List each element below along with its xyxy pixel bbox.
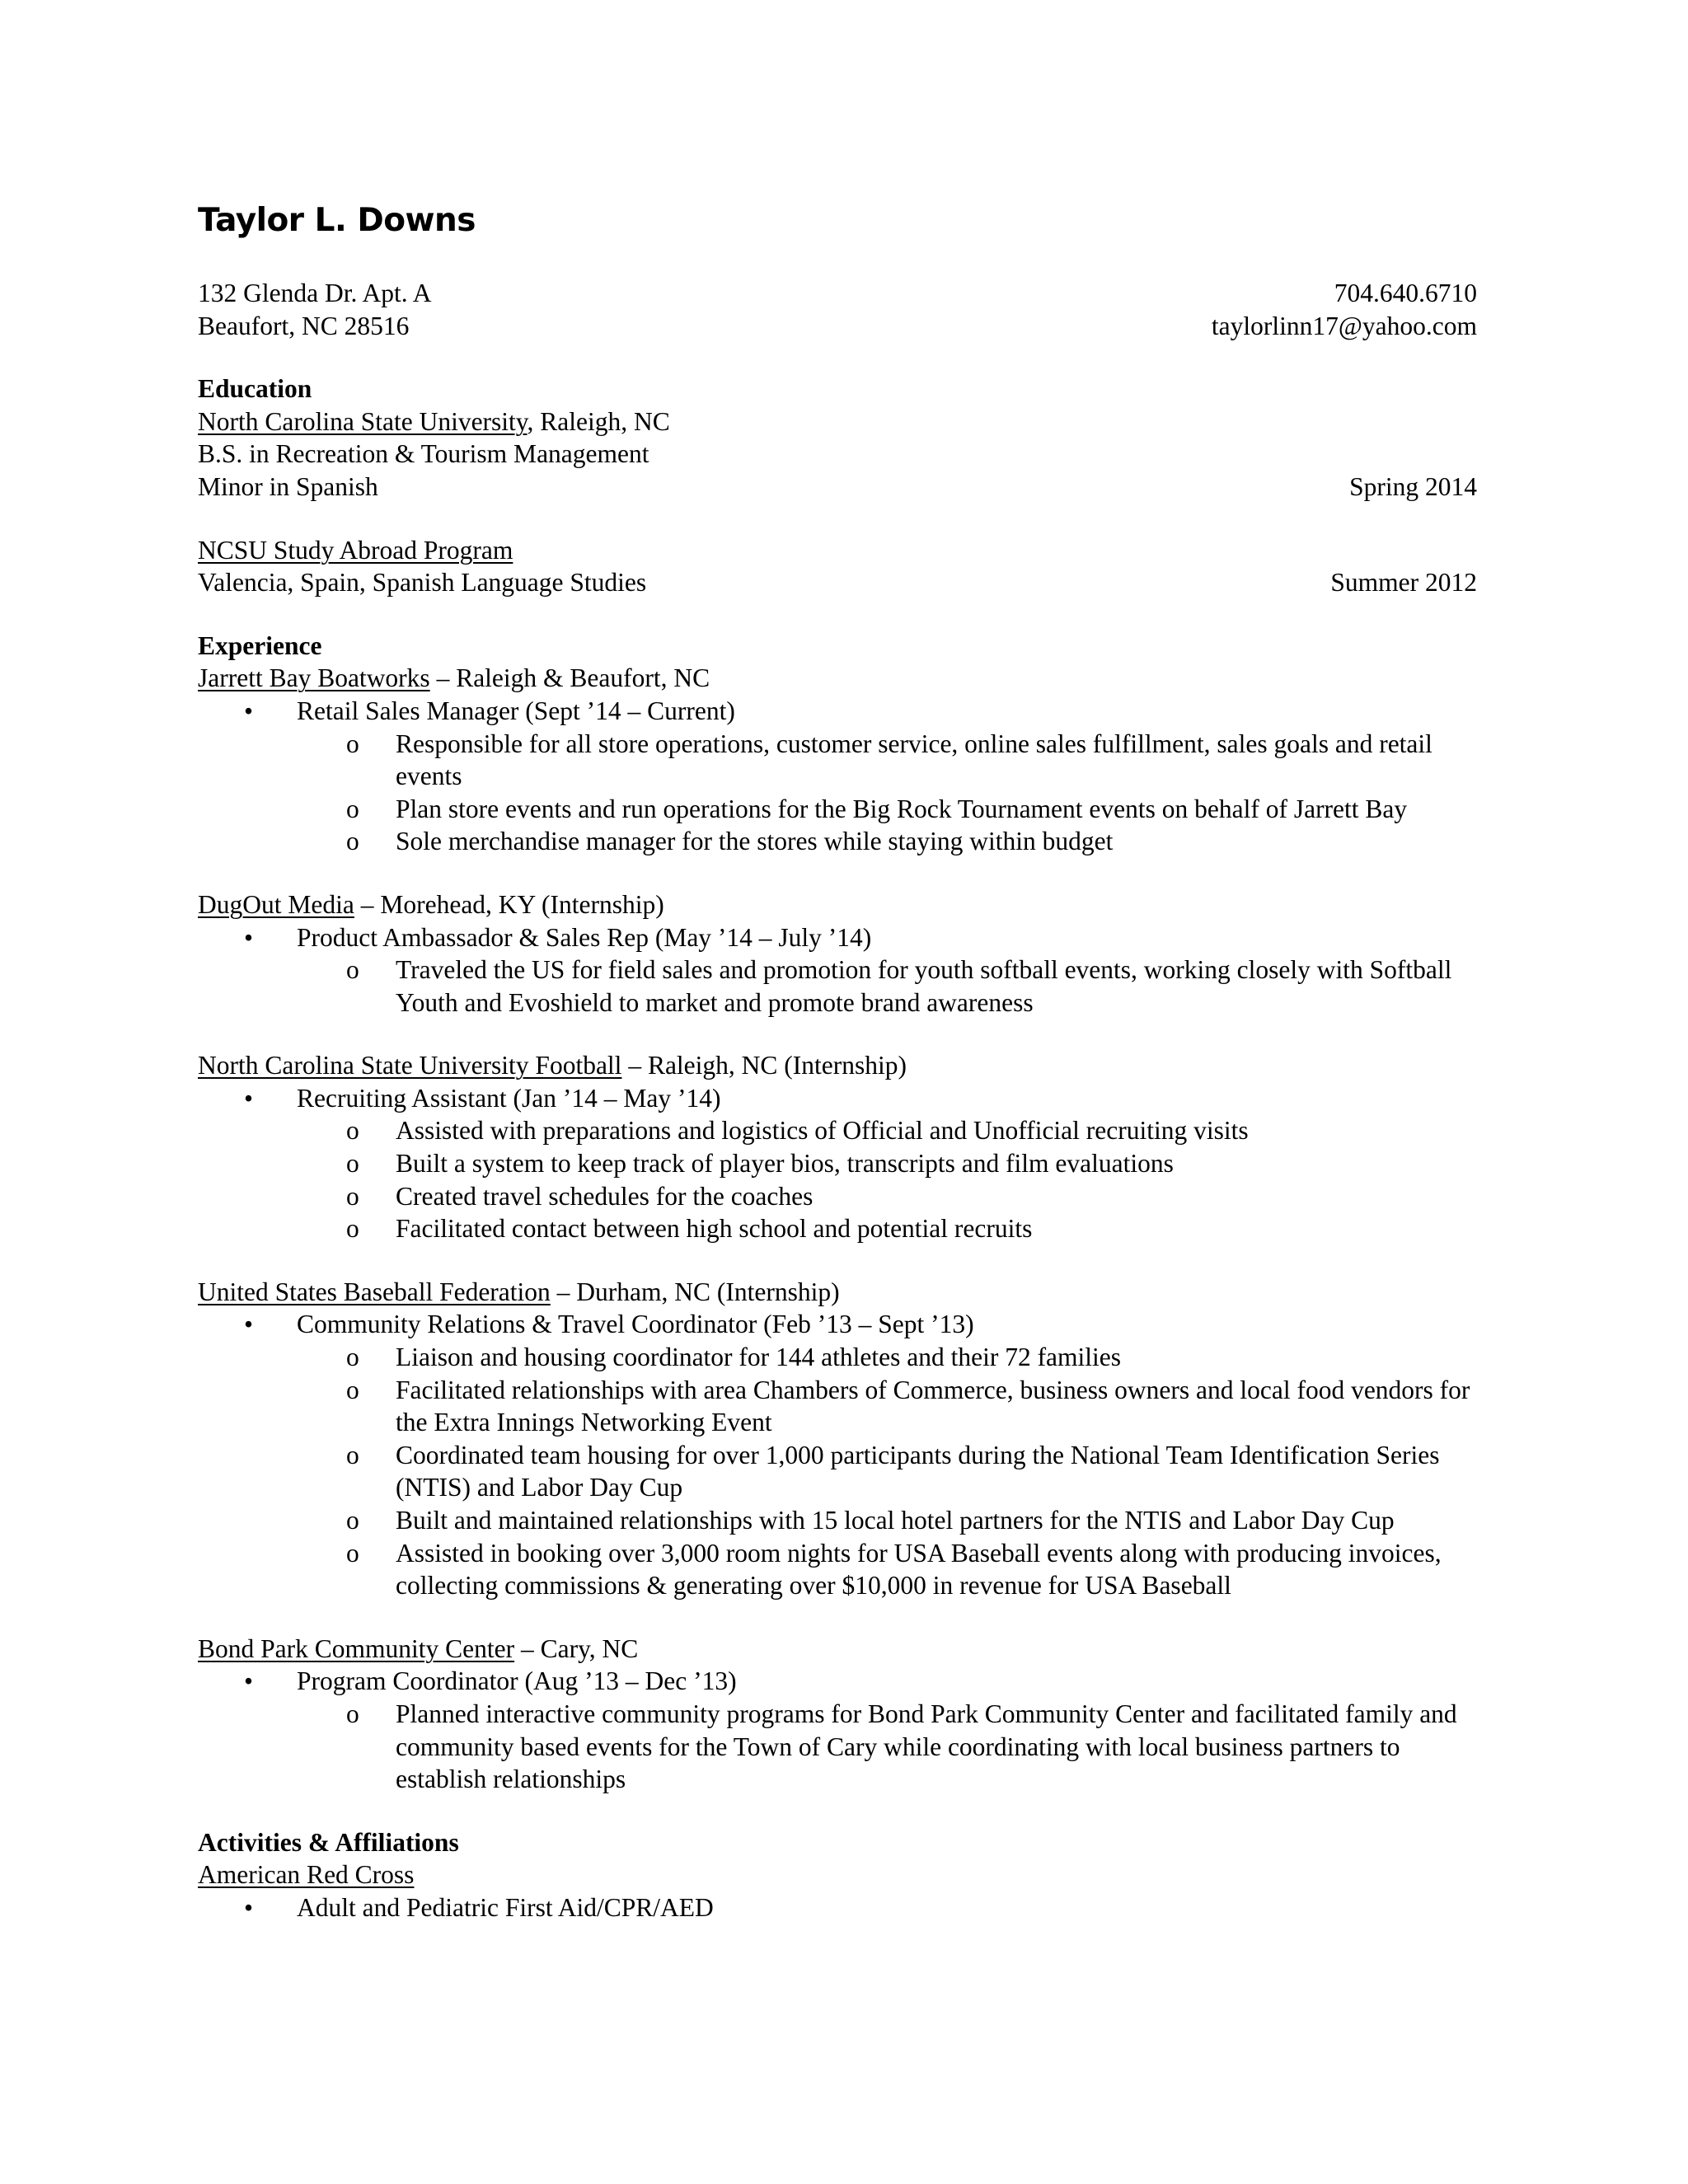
- job-detail: [198, 1341, 1477, 1374]
- phone-number: 704.640.6710: [1334, 279, 1477, 307]
- education-heading: Education: [198, 374, 312, 404]
- job-detail-text: Built a system to keep track of player bios, transcripts and film evaluations: [396, 1149, 1174, 1179]
- study-abroad-detail-row: [198, 566, 1477, 599]
- job-location: – Raleigh & Beaufort, NC: [429, 663, 710, 693]
- job-location: – Durham, NC (Internship): [550, 1277, 840, 1306]
- bullet-icon: •: [244, 1892, 254, 1922]
- experience-heading: Experience: [198, 630, 322, 660]
- job-header: [198, 1276, 1477, 1309]
- job-organization: United States Baseball Federation: [198, 1277, 551, 1306]
- job-detail: [198, 1504, 1477, 1537]
- job-header: [198, 1049, 1477, 1082]
- job-detail: [198, 825, 1477, 858]
- job-role-text: Community Relations & Travel Coordinator (Feb ’13 – Sept ’13): [297, 1310, 974, 1339]
- sub-bullet-icon: o: [346, 1440, 359, 1469]
- job-detail: [198, 728, 1477, 793]
- job-detail-text: Assisted in booking over 3,000 room nights for USA Baseball events along with producing invoices, collecting commissions & generating over $10,000 in revenue for USA Baseball: [396, 1538, 1442, 1601]
- job-role: [198, 1665, 1477, 1698]
- sub-bullet-icon: o: [346, 729, 359, 758]
- job-role: [198, 1082, 1477, 1115]
- sub-bullet-icon: o: [346, 1699, 359, 1728]
- job-entry: [198, 1276, 1477, 1602]
- job-detail: [198, 1180, 1477, 1213]
- sub-bullet-icon: o: [346, 1214, 359, 1244]
- activities-org-row: [198, 1858, 1477, 1891]
- job-header: [198, 1633, 1477, 1666]
- job-detail: [198, 1698, 1477, 1796]
- resume-body: [198, 277, 1477, 1924]
- job-detail: [198, 1147, 1477, 1180]
- sub-bullet-icon: o: [346, 1343, 359, 1372]
- job-organization: Bond Park Community Center: [198, 1633, 515, 1663]
- job-organization: Jarrett Bay Boatworks: [198, 663, 430, 693]
- job-location: – Cary, NC: [514, 1633, 639, 1663]
- education-degree: B.S. in Recreation & Tourism Management: [198, 439, 649, 469]
- job-role-text: Retail Sales Manager (Sept ’14 – Current): [297, 696, 735, 725]
- bullet-icon: •: [244, 1310, 254, 1339]
- sub-bullet-icon: o: [346, 827, 359, 856]
- job-entry: [198, 1633, 1477, 1796]
- job-location: – Raleigh, NC (Internship): [621, 1051, 907, 1080]
- activities-item: [198, 1891, 1477, 1924]
- activities-organization: American Red Cross: [198, 1860, 415, 1890]
- sub-bullet-icon: o: [346, 1375, 359, 1404]
- job-detail: [198, 954, 1477, 1019]
- graduation-date: Spring 2014: [1349, 471, 1477, 501]
- job-detail: [198, 1537, 1477, 1602]
- job-entry: [198, 888, 1477, 1019]
- bullet-icon: •: [244, 1666, 254, 1696]
- school-name: North Carolina State University: [198, 406, 528, 436]
- job-detail-text: Created travel schedules for the coaches: [396, 1181, 814, 1211]
- activities-item-text: Adult and Pediatric First Aid/CPR/AED: [297, 1892, 714, 1922]
- study-abroad-program: NCSU Study Abroad Program: [198, 535, 513, 565]
- sub-bullet-icon: o: [346, 1506, 359, 1535]
- job-detail: [198, 1374, 1477, 1439]
- job-detail-text: Sole merchandise manager for the stores while staying within budget: [396, 827, 1114, 856]
- job-detail-text: Planned interactive community programs for Bond Park Community Center and facilitated family and community based events for the Town of Cary while coordinating with local business partners to establish relationships: [396, 1699, 1457, 1794]
- bullet-icon: •: [244, 1083, 254, 1113]
- job-header: [198, 888, 1477, 921]
- job-role: [198, 921, 1477, 954]
- education-school-row: [198, 405, 1477, 438]
- job-detail-text: Facilitated contact between high school and potential recruits: [396, 1214, 1033, 1244]
- job-organization: DugOut Media: [198, 889, 354, 919]
- job-role: [198, 695, 1477, 728]
- job-detail-text: Liaison and housing coordinator for 144 athletes and their 72 families: [396, 1343, 1122, 1372]
- job-detail: [198, 1114, 1477, 1147]
- address-line-1: 132 Glenda Dr. Apt. A: [198, 279, 432, 307]
- job-entry: [198, 662, 1477, 858]
- job-header: [198, 662, 1477, 695]
- education-minor-row: [198, 471, 1477, 504]
- sub-bullet-icon: o: [346, 794, 359, 823]
- job-detail: [198, 1212, 1477, 1245]
- job-location: – Morehead, KY (Internship): [354, 889, 664, 919]
- job-role-text: Program Coordinator (Aug ’13 – Dec ’13): [297, 1666, 737, 1696]
- resume-name: Taylor L. Downs: [198, 202, 476, 239]
- job-detail-text: Facilitated relationships with area Chambers of Commerce, business owners and local food vendors for the Extra Innings Networking Event: [396, 1375, 1470, 1437]
- sub-bullet-icon: o: [346, 1538, 359, 1568]
- job-role-text: Recruiting Assistant (Jan ’14 – May ’14): [297, 1083, 721, 1113]
- bullet-icon: •: [244, 696, 254, 725]
- job-detail-text: Plan store events and run operations for the Big Rock Tournament events on behalf of Jarrett Bay: [396, 794, 1408, 823]
- job-detail: [198, 793, 1477, 826]
- job-detail-text: Built and maintained relationships with 15 local hotel partners for the NTIS and Labor Day Cup: [396, 1506, 1395, 1535]
- job-entry: [198, 1049, 1477, 1245]
- job-detail-text: Traveled the US for field sales and promotion for youth softball events, working closely with Softball Youth and Evoshield to market and promote brand awareness: [396, 955, 1452, 1017]
- email-address: taylorlinn17@yahoo.com: [1211, 311, 1477, 340]
- sub-bullet-icon: o: [346, 1116, 359, 1146]
- study-abroad-date: Summer 2012: [1330, 568, 1477, 598]
- job-detail: [198, 1439, 1477, 1504]
- study-abroad-row: [198, 534, 1477, 567]
- contact-row-2: [198, 310, 1477, 343]
- job-detail-text: Assisted with preparations and logistics of Official and Unofficial recruiting visits: [396, 1116, 1249, 1146]
- job-role-text: Product Ambassador & Sales Rep (May ’14 – July ’14): [297, 922, 872, 952]
- address-line-2: Beaufort, NC 28516: [198, 311, 410, 340]
- study-abroad-detail: Valencia, Spain, Spanish Language Studies: [198, 568, 647, 598]
- job-detail-text: Coordinated team housing for over 1,000 participants during the National Team Identification Series (NTIS) and Labor Day Cup: [396, 1440, 1440, 1502]
- sub-bullet-icon: o: [346, 1181, 359, 1211]
- sub-bullet-icon: o: [346, 955, 359, 985]
- sub-bullet-icon: o: [346, 1149, 359, 1179]
- job-role: [198, 1308, 1477, 1341]
- contact-row-1: [198, 277, 1477, 310]
- school-location: , Raleigh, NC: [527, 406, 670, 436]
- activities-heading: Activities & Affiliations: [198, 1827, 459, 1857]
- education-minor: Minor in Spanish: [198, 471, 378, 501]
- job-detail-text: Responsible for all store operations, customer service, online sales fulfillment, sales goals and retail events: [396, 729, 1432, 791]
- bullet-icon: •: [244, 922, 254, 952]
- job-organization: North Carolina State University Football: [198, 1051, 622, 1080]
